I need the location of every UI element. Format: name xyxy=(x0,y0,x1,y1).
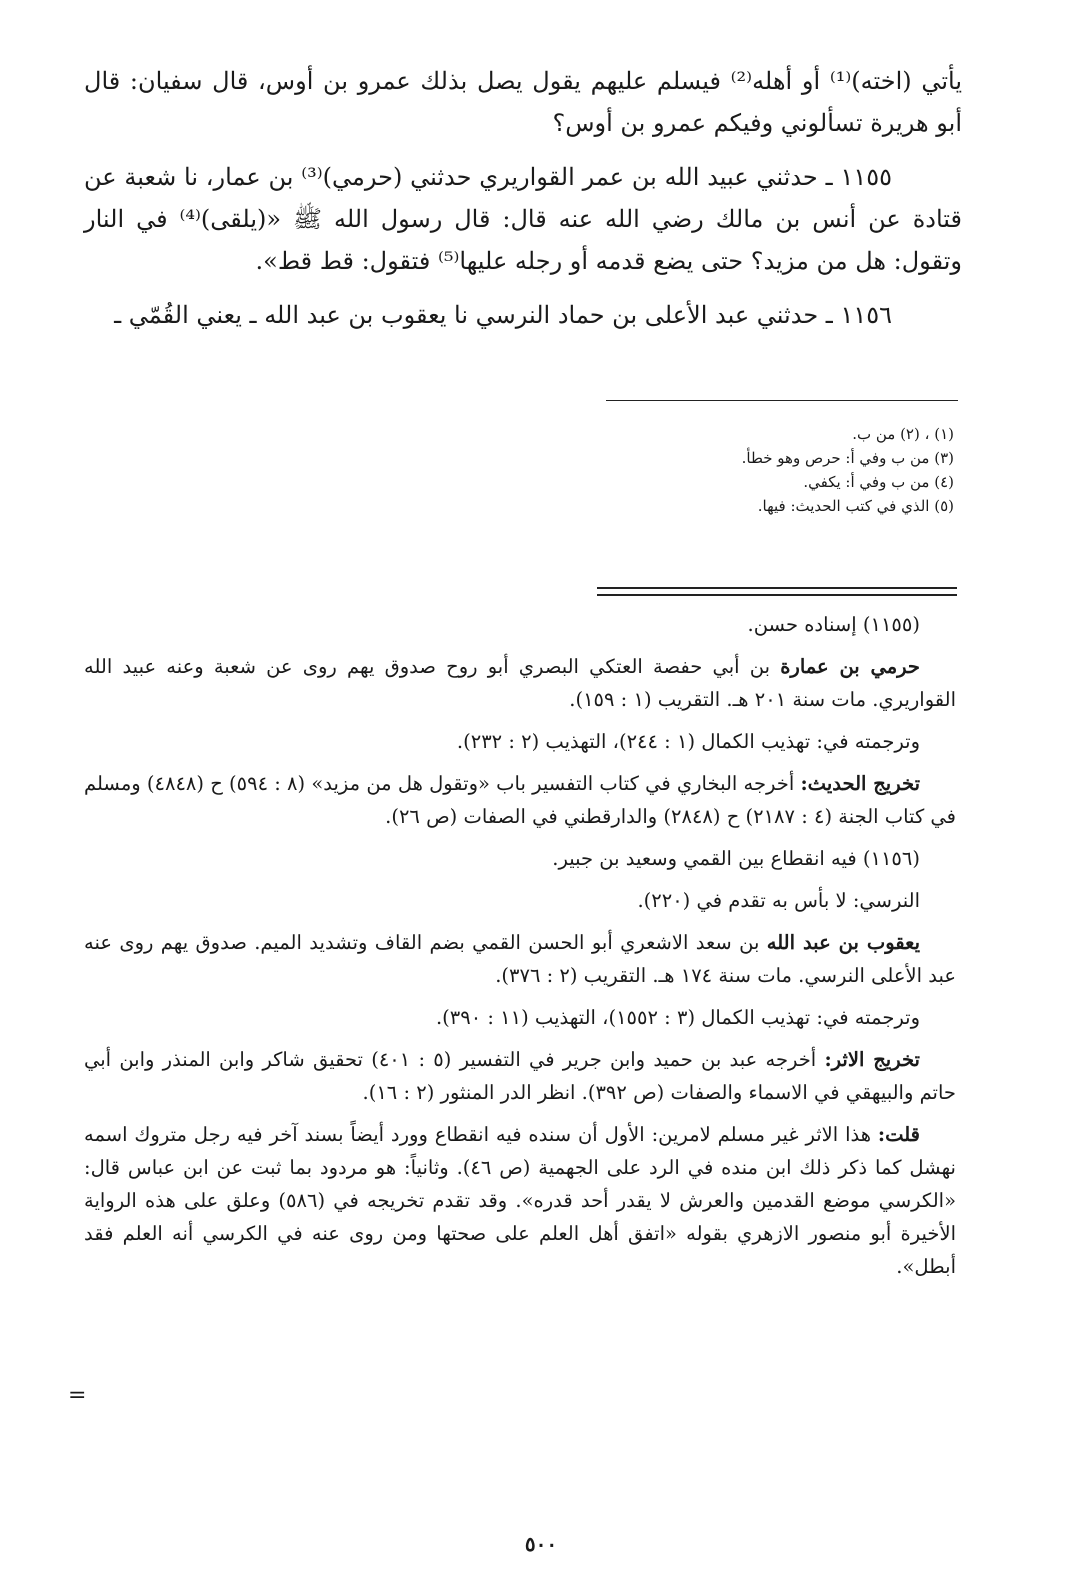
footnote-divider xyxy=(606,400,958,401)
hadith-1156: ١١٥٦ ـ حدثني عبد الأعلى بن حماد النرسي نا يعقوب بن عبد الله ـ يعني القُمّي ـ xyxy=(114,301,892,329)
commentary-biography-2: وترجمته في: تهذيب الكمال (٣ : ١٥٥٢)، التهذيب (١١ : ٣٩٠). xyxy=(435,1006,920,1029)
takhrij-label: تخريج الاثر: xyxy=(824,1048,920,1071)
main-text xyxy=(84,60,962,348)
commentary-narsi: النرسي: لا بأس به تقدم في (٢٢٠). xyxy=(637,889,920,912)
commentary-divider-top xyxy=(597,587,957,589)
commentary-narrator-yaqub: يعقوب بن عبد الله بن سعد الاشعري أبو الحسن القمي بضم القاف وتشديد الميم. صدوق يهم روى عنه عبد الأعلى النرسي. مات سنة ١٧٤ هـ. التقريب (٢ : ٣٧٦). xyxy=(84,931,956,987)
footnotes xyxy=(500,422,954,518)
commentary-author-note: قلت: هذا الاثر غير مسلم لامرين: الأول أن سنده فيه انقطاع وورد أيضاً بسند آخر فيه رجل متروك اسمه نهشل كما ذكر ذلك ابن منده في الرد على الجهمية (ص ٤٦). وثانياً: هو مردود بما ثبت عن ابن عباس قال: «الكرسي موضع القدمين والعرش لا يقدر أحد قدره». وقد تقدم تخريجه في (٥٨٦) وعلق على هذه الرواية الأخيرة أبو منصور الازهري بقوله «اتفق أهل العلم على صحتها ومن روى عنه في الكرسي أنه العلم فقد أبطل». xyxy=(84,1123,956,1278)
narrator-name: حرمي بن عمارة xyxy=(780,655,920,678)
commentary-divider-bottom xyxy=(597,594,957,596)
continuation-marker: = xyxy=(68,1383,87,1408)
footnote-1: (١) ، (٢) من ب. xyxy=(852,425,954,443)
page-number: ٥٠٠ xyxy=(524,1532,558,1556)
commentary-takhrij-athar: تخريج الاثر: أخرجه عبد بن حميد وابن جرير في التفسير (٥ : ٤٠١) تحقيق شاكر وابن المنذر وابن أبي حاتم والبيهقي في الاسماء والصفات (ص ٣٩٢). انظر الدر المنثور (٢ : ١٦). xyxy=(84,1048,956,1104)
footnote-4: (٥) الذي في كتب الحديث: فيها. xyxy=(757,497,954,515)
commentary-1156-grade: (١١٥٦) فيه انقطاع بين القمي وسعيد بن جبير. xyxy=(552,847,920,870)
commentary-takhrij-hadith: تخريج الحديث: أخرجه البخاري في كتاب التفسير باب «وتقول هل من مزيد» (٨ : ٥٩٤) ح (٤٨٤٨) ومسلم في كتاب الجنة (٤ : ٢١٨٧) ح (٢٨٤٨) والدارقطني في الصفات (ص ٢٦). xyxy=(84,772,956,828)
commentary-biography-1: وترجمته في: تهذيب الكمال (١ : ٢٤٤)، التهذيب (٢ : ٢٣٢). xyxy=(456,730,920,753)
commentary xyxy=(84,608,956,1292)
takhrij-label: تخريج الحديث: xyxy=(800,772,921,795)
commentary-1155-grade: (١١٥٥) إسناده حسن. xyxy=(747,613,920,636)
commentary-narrator-harami: حرمي بن عمارة بن أبي حفصة العتكي البصري أبو روح صدوق يهم روى عن شعبة وعنه عبيد الله القواريري. مات سنة ٢٠١ هـ. التقريب (١ : ١٥٩). xyxy=(84,655,956,711)
main-paragraph-1: يأتي (اخته)⁽¹⁾ أو أهله⁽²⁾ فيسلم عليهم يقول يصل بذلك عمرو بن أوس، قال سفيان: قال أبو هريرة تسألوني وفيكم عمرو بن أوس؟ xyxy=(84,67,962,137)
footnote-2: (٣) من ب وفي أ: حرص وهو خطأ. xyxy=(741,449,954,467)
footnote-3: (٤) من ب وفي أ: يكفي. xyxy=(803,473,954,491)
narrator-name: يعقوب بن عبد الله xyxy=(766,931,920,954)
hadith-1155: ١١٥٥ ـ حدثني عبيد الله بن عمر القواريري حدثني (حرمي)⁽³⁾ بن عمار، نا شعبة عن قتادة عن أنس بن مالك رضي الله عنه قال: قال رسول الله ﷺ «(يلقى)⁽⁴⁾ في النار وتقول: هل من مزيد؟ حتى يضع قدمه أو رجله عليها⁽⁵⁾ فتقول: قط قط». xyxy=(84,163,962,275)
note-label: قلت: xyxy=(877,1123,920,1146)
